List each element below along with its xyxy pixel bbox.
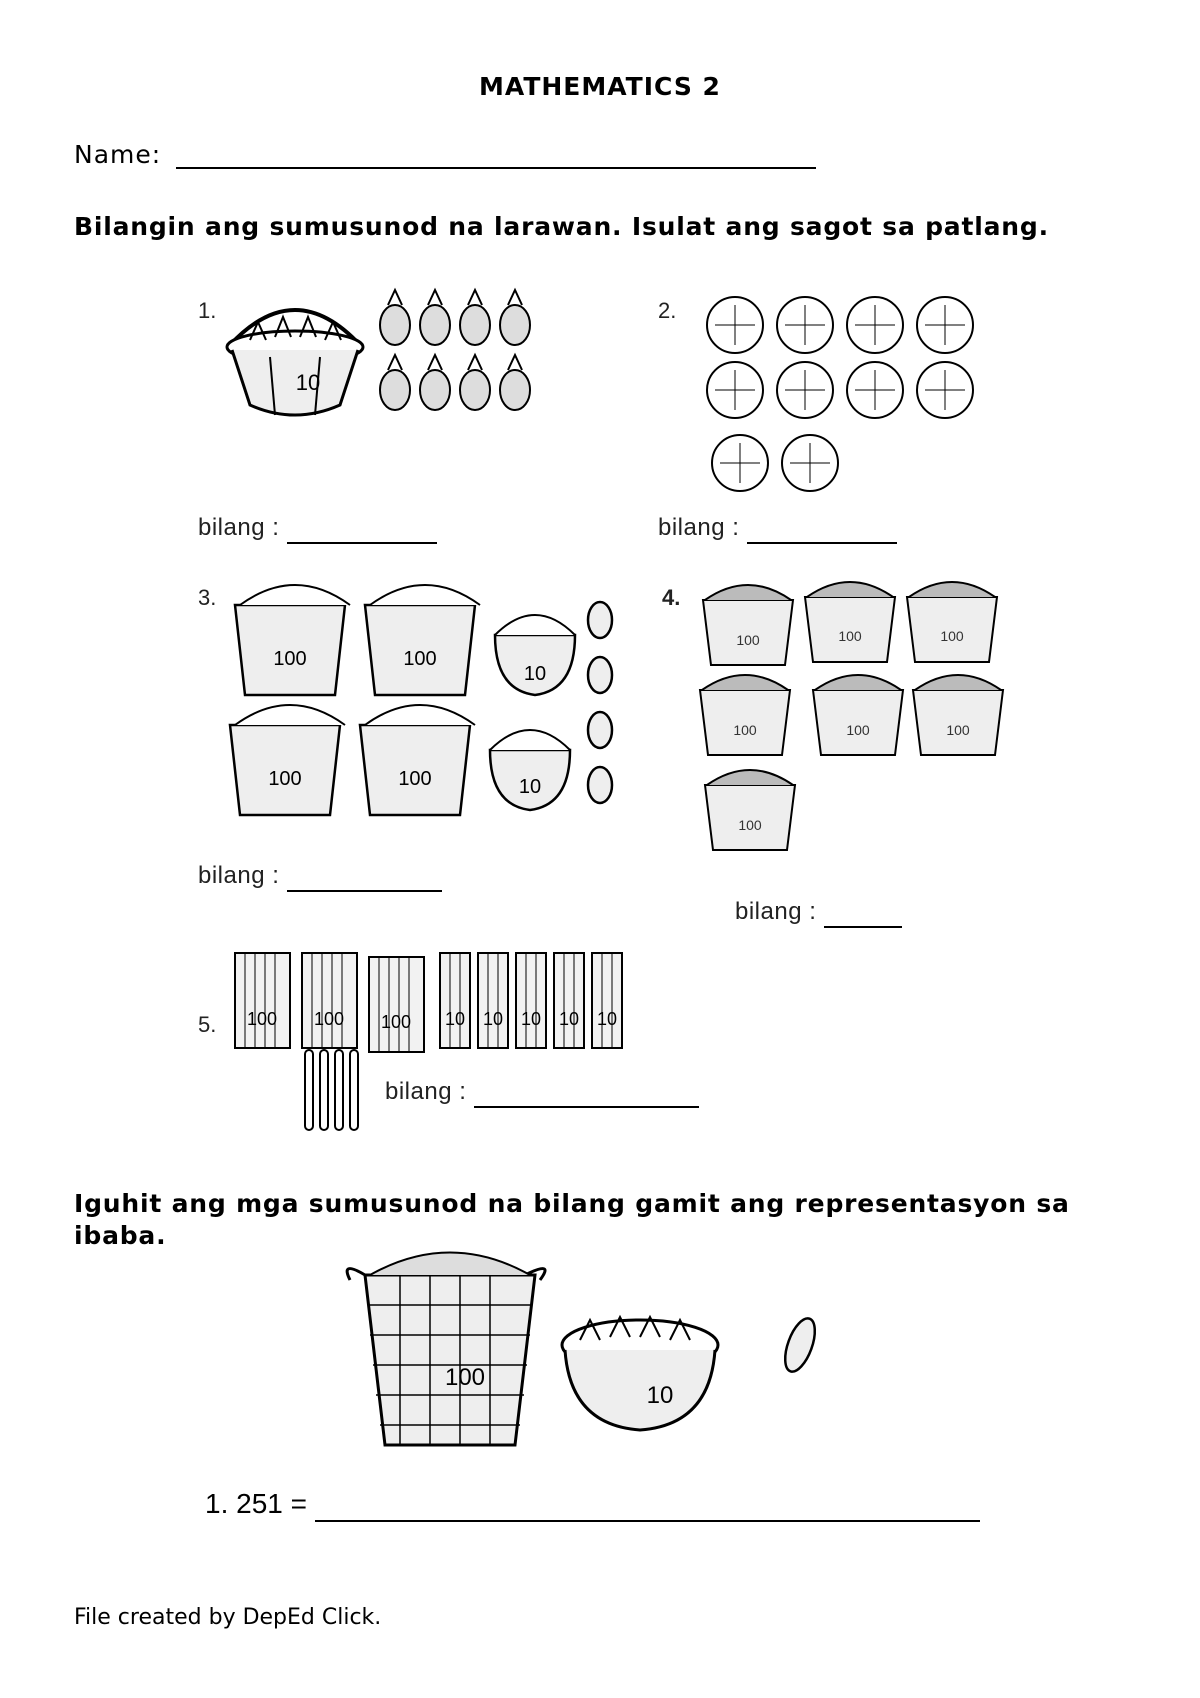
item-1-blank[interactable] bbox=[287, 514, 437, 544]
item-5-blank[interactable] bbox=[474, 1078, 699, 1108]
item-2-illustration bbox=[680, 285, 1000, 500]
representation-illustration bbox=[330, 1245, 850, 1455]
fruit-icons bbox=[707, 297, 973, 491]
basket-label: 100 bbox=[738, 817, 762, 833]
basket-label: 100 bbox=[736, 632, 760, 648]
item-3-illustration bbox=[220, 575, 630, 835]
single-sticks bbox=[305, 1050, 358, 1130]
item-5-answer bbox=[385, 1078, 699, 1108]
item-3-label: bilang : bbox=[198, 862, 280, 889]
big-basket-icon bbox=[347, 1253, 545, 1446]
item-4-number: 4. bbox=[662, 585, 681, 610]
exercise-1-blank[interactable] bbox=[315, 1488, 980, 1522]
basket-label: 100 bbox=[733, 722, 757, 738]
item-2-label: bilang : bbox=[658, 514, 740, 541]
basket-label: 100 bbox=[940, 628, 964, 644]
exercise-1 bbox=[205, 1488, 980, 1522]
item-4-label: bilang : bbox=[735, 898, 817, 925]
instruction-draw: Iguhit ang mga sumusunod na bilang gamit ang representasyon sa ibaba. bbox=[74, 1189, 1070, 1250]
basket-label: 100 bbox=[946, 722, 970, 738]
exercise-1-prompt: 1. 251 = bbox=[205, 1488, 307, 1519]
basket-label: 10 bbox=[518, 776, 542, 798]
bundle-label: 10 bbox=[444, 1009, 466, 1029]
basket-label: 10 bbox=[523, 663, 547, 685]
small-basket-label: 10 bbox=[646, 1382, 674, 1409]
item-1-illustration bbox=[220, 285, 560, 425]
item-2-blank[interactable] bbox=[747, 514, 897, 544]
basket-label: 100 bbox=[273, 648, 307, 670]
bundle-label: 10 bbox=[558, 1009, 580, 1029]
item-2-answer bbox=[658, 514, 897, 544]
item-3-answer bbox=[198, 862, 442, 892]
item-4-answer bbox=[735, 898, 902, 928]
item-1-answer bbox=[198, 514, 437, 544]
item-4-blank[interactable] bbox=[824, 898, 902, 928]
big-basket-label: 100 bbox=[444, 1364, 486, 1391]
item-3-blank[interactable] bbox=[287, 862, 442, 892]
basket-label: 10 bbox=[295, 370, 321, 395]
single-fruit-icon bbox=[779, 1315, 821, 1376]
basket-label: 100 bbox=[403, 648, 437, 670]
basket-label: 100 bbox=[398, 768, 432, 790]
item-1-label: bilang : bbox=[198, 514, 280, 541]
bundle-label: 100 bbox=[313, 1009, 345, 1029]
bundle-label: 10 bbox=[482, 1009, 504, 1029]
pineapple-basket-icon bbox=[227, 310, 363, 415]
item-2-number: 2. bbox=[658, 298, 677, 323]
item-3-number: 3. bbox=[198, 585, 217, 610]
basket-label: 100 bbox=[846, 722, 870, 738]
item-4-illustration bbox=[695, 575, 1025, 865]
basket-label: 100 bbox=[268, 768, 302, 790]
bundle-label: 10 bbox=[520, 1009, 542, 1029]
name-label: Name: bbox=[74, 140, 162, 169]
name-field[interactable] bbox=[176, 167, 816, 169]
footer-credit: File created by DepEd Click. bbox=[74, 1605, 382, 1630]
bundle-label: 100 bbox=[380, 1012, 412, 1032]
item-1-number: 1. bbox=[198, 298, 217, 323]
item-5-label: bilang : bbox=[385, 1078, 467, 1105]
page-title: MATHEMATICS 2 bbox=[479, 72, 721, 101]
bundle-label: 10 bbox=[596, 1009, 618, 1029]
small-basket-icon bbox=[562, 1317, 718, 1430]
instruction-count: Bilangin ang sumusunod na larawan. Isulat ang sagot sa patlang. bbox=[74, 212, 1049, 241]
bundle-label: 100 bbox=[246, 1009, 278, 1029]
item-5-number: 5. bbox=[198, 1012, 217, 1037]
pineapple-icons bbox=[380, 290, 530, 410]
basket-label: 100 bbox=[838, 628, 862, 644]
